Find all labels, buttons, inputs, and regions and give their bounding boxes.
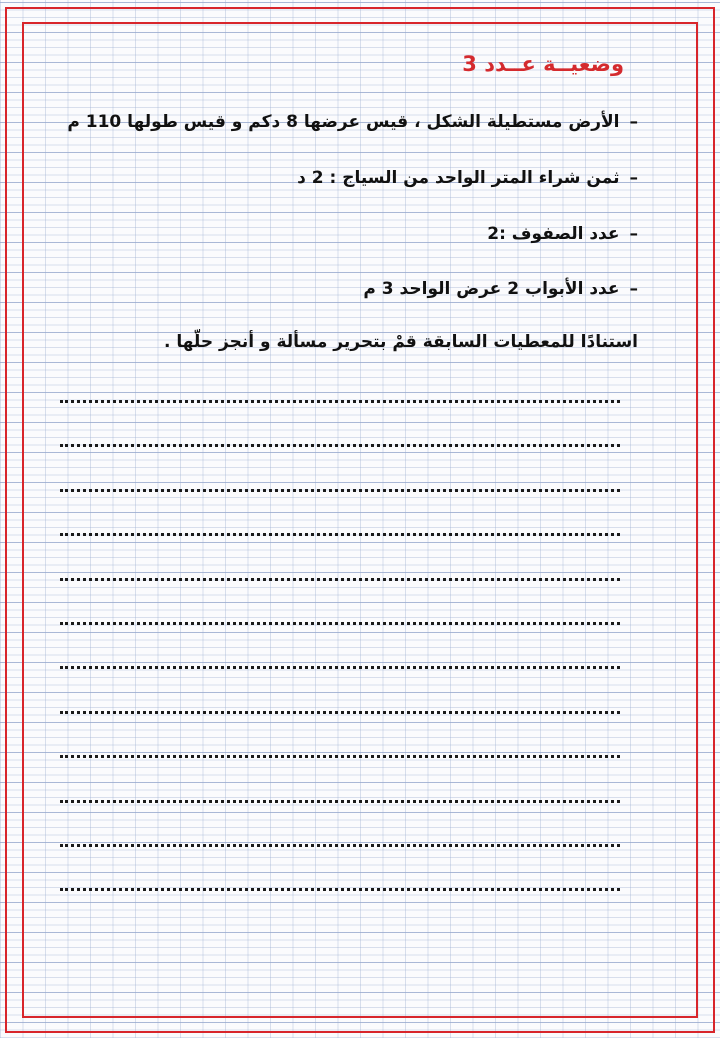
answer-line[interactable]	[60, 622, 620, 625]
bullet-dash: –	[629, 224, 638, 244]
answer-line[interactable]	[60, 711, 620, 714]
answer-line[interactable]	[60, 533, 620, 536]
answer-line[interactable]	[60, 888, 620, 891]
given-line-1	[67, 112, 638, 132]
given-text: عدد الأبواب 2 عرض الواحد 3 م	[363, 279, 620, 299]
given-text: عدد الصفوف :2	[487, 224, 620, 244]
exercise-title: وضعيــة عــدد 3	[462, 52, 624, 76]
answer-line[interactable]	[60, 578, 620, 581]
given-line-3	[487, 224, 638, 244]
answer-line[interactable]	[60, 400, 620, 403]
bullet-dash: –	[629, 279, 638, 299]
given-text: ثمن شراء المتر الواحد من السياج : 2 د	[297, 168, 620, 188]
bullet-dash: –	[629, 168, 638, 188]
answer-line[interactable]	[60, 800, 620, 803]
given-line-2	[297, 168, 638, 188]
answer-line[interactable]	[60, 489, 620, 492]
answer-line[interactable]	[60, 666, 620, 669]
given-line-4	[363, 279, 638, 299]
answer-line[interactable]	[60, 755, 620, 758]
given-text: الأرض مستطيلة الشكل ، قيس عرضها 8 دكم و قيس طولها 110 م	[67, 112, 620, 132]
bullet-dash: –	[629, 112, 638, 132]
answer-line[interactable]	[60, 844, 620, 847]
instruction-text: استنادًا للمعطيات السابقة قمْ بتحرير مسألة و أنجز حلّها .	[163, 332, 638, 352]
answer-line[interactable]	[60, 444, 620, 447]
page-border-outer	[5, 7, 715, 1033]
